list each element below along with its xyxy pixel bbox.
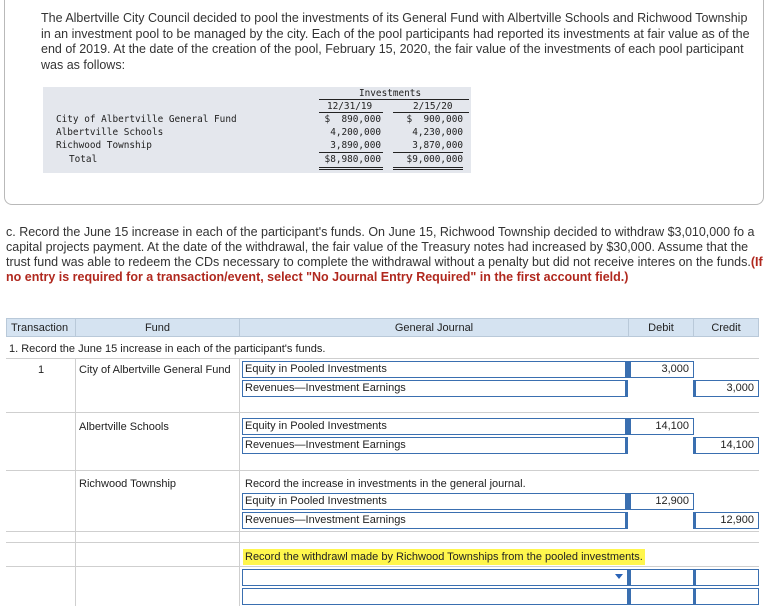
problem-card (4, 0, 764, 205)
header-debit: Debit (628, 318, 694, 337)
row-divider (6, 566, 759, 567)
credit-field[interactable] (693, 569, 759, 586)
col-header-2020: 2/15/20 (413, 101, 453, 112)
col1-underline (319, 112, 383, 113)
debit-field[interactable] (628, 361, 694, 378)
inv-row-name: City of Albertville General Fund (56, 114, 237, 125)
account-field[interactable] (242, 361, 628, 378)
problem-intro: The Albertville City Council decided to pool the investments of its General Fund with Albertville Schools and Richwood Township in an investment pool to be managed by the city. Each of the pool participants had reported its investments at fair value as of the end of 2019. At the date of the creation of the pool, February 15, 2020, the fair value of the investments of each pool participant was as follows: (41, 11, 750, 72)
instruction-text: c. Record the June 15 increase in each of the participant's funds. On June 15, Richwood Township decided to withdraw $3,010,000 fo a capital projects payment. At the date of the withdrawal, the fair value of the Treasury notes had increased by $30,000. Assume that the trust fund was able to redeem the CDs necessary to complete the withdrawal without a penalty but did not receive interes on the funds. (6, 225, 755, 269)
row-divider (6, 470, 759, 471)
credit-value: 14,100 (720, 439, 754, 451)
row-divider (6, 542, 759, 543)
row-divider (6, 412, 759, 413)
header-underline (319, 99, 469, 100)
row-divider (6, 531, 759, 532)
instruction-bold-note: (If no entry is required for a transaction/event, select "No Journal Entry Required" in the first account field.) (6, 255, 763, 284)
withdrawal-note: Record the withdrawl made by Richwood Townships from the pooled investments. (245, 551, 643, 563)
credit-field[interactable] (693, 437, 759, 454)
header-credit: Credit (693, 318, 759, 337)
inv-total-label: Total (69, 154, 98, 165)
credit-value: 3,000 (726, 382, 754, 394)
credit-field[interactable] (693, 380, 759, 397)
inv-row-v1: 3,890,000 (330, 140, 381, 151)
credit-value: 12,900 (720, 514, 754, 526)
account-field[interactable] (242, 437, 628, 454)
fund-name: Albertville Schools (79, 421, 169, 433)
investments-table (43, 87, 471, 173)
inv-row-name: Albertville Schools (56, 127, 164, 138)
account-field[interactable] (242, 380, 628, 397)
debit-value: 14,100 (655, 420, 689, 432)
inv-row-v2: $ 900,000 (406, 114, 463, 125)
credit-field[interactable] (693, 588, 759, 605)
debit-field[interactable] (628, 493, 694, 510)
investments-group-header: Investments (359, 88, 422, 99)
total-double-underline (393, 167, 463, 168)
fund-name: City of Albertville General Fund (79, 364, 231, 376)
entry-note: Record the increase in investments in the general journal. (245, 478, 526, 490)
debit-field[interactable] (628, 588, 694, 605)
debit-value: 3,000 (661, 363, 689, 375)
inv-row-v1: 4,200,000 (330, 127, 381, 138)
inv-total-v2: $9,000,000 (406, 154, 463, 165)
column-divider (75, 358, 76, 606)
section-label: 1. Record the June 15 increase in each of the participant's funds. (9, 343, 326, 355)
account-field[interactable] (242, 512, 628, 529)
total-double-underline (319, 167, 383, 168)
journal-table (6, 318, 759, 606)
transaction-number: 1 (38, 364, 45, 376)
chevron-down-icon[interactable] (615, 574, 623, 579)
inv-total-v1: $8,980,000 (324, 154, 381, 165)
account-value: Equity in Pooled Investments (245, 420, 387, 432)
account-value: Revenues—Investment Earnings (245, 439, 406, 451)
account-field[interactable] (242, 588, 628, 605)
inv-row-name: Richwood Township (56, 140, 152, 151)
fund-name: Richwood Township (79, 478, 177, 490)
header-transaction: Transaction (6, 318, 76, 337)
header-general-journal: General Journal (239, 318, 629, 337)
column-divider (239, 358, 240, 606)
col2-underline (393, 112, 469, 113)
debit-field[interactable] (628, 418, 694, 435)
total-double-underline (319, 169, 383, 170)
row-divider (6, 358, 759, 359)
subtotal-underline (319, 152, 383, 153)
debit-field[interactable] (628, 569, 694, 586)
account-select[interactable] (242, 569, 628, 586)
account-field[interactable] (242, 418, 628, 435)
debit-value: 12,900 (655, 495, 689, 507)
account-value: Equity in Pooled Investments (245, 363, 387, 375)
inv-row-v2: 3,870,000 (412, 140, 463, 151)
header-fund: Fund (75, 318, 240, 337)
question-instruction (6, 225, 771, 285)
account-value: Equity in Pooled Investments (245, 495, 387, 507)
account-value: Revenues—Investment Earnings (245, 514, 406, 526)
inv-row-v2: 4,230,000 (412, 127, 463, 138)
inv-row-v1: $ 890,000 (324, 114, 381, 125)
account-value: Revenues—Investment Earnings (245, 382, 406, 394)
total-double-underline (393, 169, 463, 170)
col-header-2019: 12/31/19 (327, 101, 373, 112)
credit-field[interactable] (693, 512, 759, 529)
account-field[interactable] (242, 493, 628, 510)
subtotal-underline (393, 152, 463, 153)
